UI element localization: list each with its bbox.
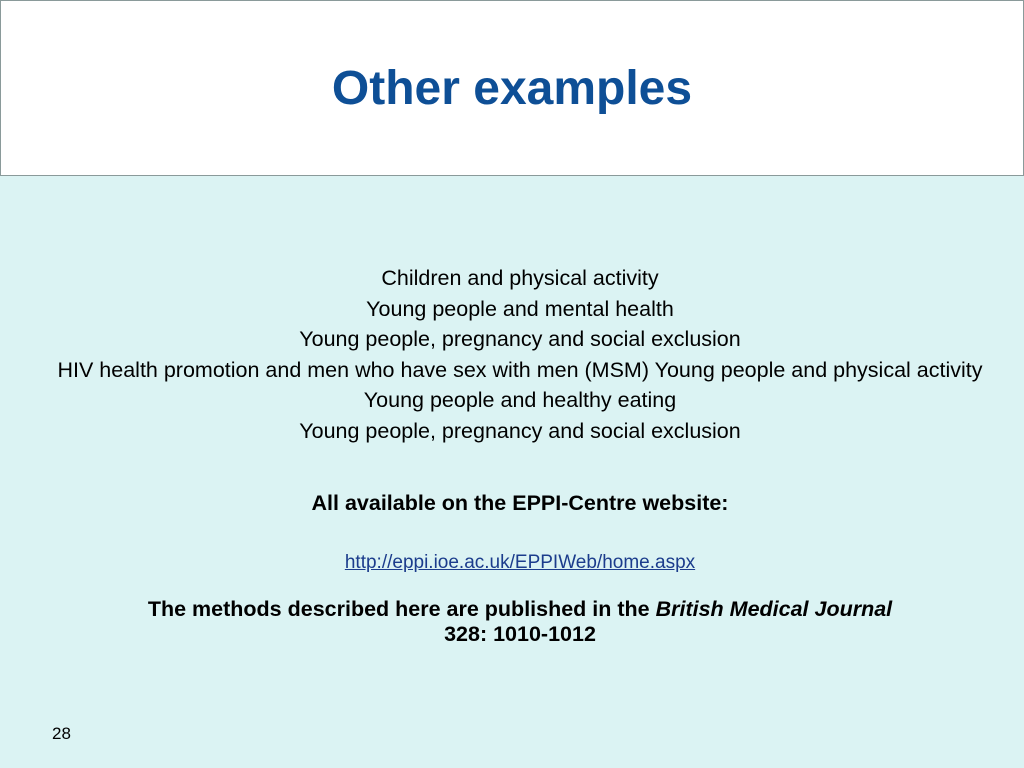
title-box (0, 0, 1024, 176)
example-item: Young people, pregnancy and social exclusion (299, 418, 741, 443)
example-item: Children and physical activity (381, 266, 659, 290)
availability-note: All available on the EPPI-Centre website: (311, 490, 729, 515)
slide-title: Other examples (331, 62, 693, 115)
journal-name: British Medical Journal (655, 596, 893, 621)
example-item: Young people, pregnancy and social exclusion (299, 327, 741, 351)
examples-list (40, 266, 1000, 444)
example-item: HIV health promotion and men who have sex with men (MSM) Young people and physical activity (57, 357, 983, 382)
page-number: 28 (52, 724, 71, 743)
example-item: Young people and mental health (366, 296, 674, 321)
example-item: Young people and healthy eating (363, 388, 677, 412)
methods-prefix: The methods described here are published in the (147, 596, 656, 621)
methods-note (40, 597, 1000, 647)
journal-citation: 328: 1010-1012 (444, 621, 596, 646)
eppi-website-link[interactable]: http://eppi.ioe.ac.uk/EPPIWeb/home.aspx (344, 551, 696, 573)
slide-content (40, 266, 1000, 647)
